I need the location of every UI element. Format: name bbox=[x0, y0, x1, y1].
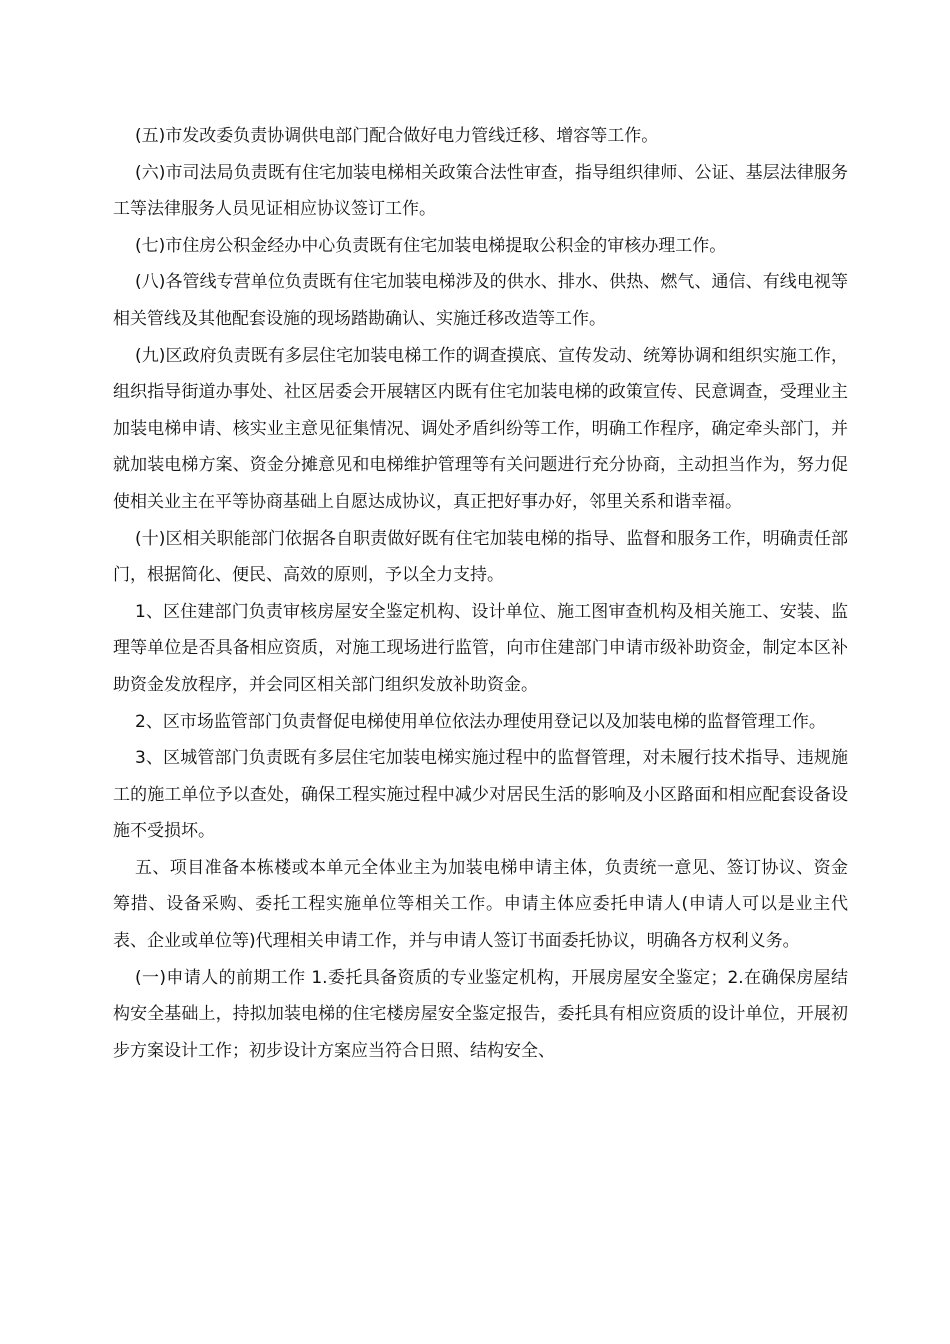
document-body bbox=[113, 118, 848, 1069]
paragraph-5-power-lines: (五)市发改委负责协调供电部门配合做好电力管线迁移、增容等工作。 bbox=[135, 126, 659, 146]
paragraph-item-1-housing-construction: 1、区住建部门负责审核房屋安全鉴定机构、设计单位、施工图审查机构及相关施工、安装、监理等单位是否具备相应资质，对施工现场进行监管，向市住建部门申请市级补助资金，制定本区补助资金发放程序，并会同区相关部门组织发放补助资金。 bbox=[113, 601, 848, 695]
paragraph-item-2-market-supervision: 2、区市场监管部门负责督促电梯使用单位依法办理使用登记以及加装电梯的监督管理工作。 bbox=[135, 711, 826, 732]
paragraph-item-3-urban-management: 3、区城管部门负责既有多层住宅加装电梯实施过程中的监督管理，对未履行技术指导、违规施工的施工单位予以查处，确保工程实施过程中减少对居民生活的影响及小区路面和相应配套设备设施不受损坏。 bbox=[113, 748, 848, 842]
paragraph-section-5-project-preparation: 五、项目准备本栋楼或本单元全体业主为加装电梯申请主体，负责统一意见、签订协议、资金筹措、设备采购、委托工程实施单位等相关工作。申请主体应委托申请人(申请人可以是业主代表、企业或单位等)代理相关申请工作，并与申请人签订书面委托协议，明确各方权利义务。 bbox=[113, 857, 848, 952]
paragraph-6-judicial-bureau: (六)市司法局负责既有住宅加装电梯相关政策合法性审查，指导组织律师、公证、基层法律服务工等法律服务人员见证相应协议签订工作。 bbox=[113, 162, 848, 220]
paragraph-1-applicant-preliminary-work: (一)申请人的前期工作 1.委托具备资质的专业鉴定机构，开展房屋安全鉴定；2.在确保房屋结构安全基础上，持拟加装电梯的住宅楼房屋安全鉴定报告，委托具有相应资质的设计单位，开展初步方案设计工作；初步设计方案应当符合日照、结构安全、 bbox=[113, 967, 848, 1061]
paragraph-10-district-departments: (十)区相关职能部门依据各自职责做好既有住宅加装电梯的指导、监督和服务工作，明确责任部门，根据简化、便民、高效的原则，予以全力支持。 bbox=[113, 528, 848, 586]
paragraph-7-housing-fund: (七)市住房公积金经办中心负责既有住宅加装电梯提取公积金的审核办理工作。 bbox=[135, 235, 727, 256]
paragraph-9-district-government: (九)区政府负责既有多层住宅加装电梯工作的调查摸底、宣传发动、统筹协调和组织实施工作，组织指导街道办事处、社区居委会开展辖区内既有住宅加装电梯的政策宣传、民意调查，受理业主加装电梯申请、核实业主意见征集情况、调处矛盾纠纷等工作，明确工作程序，确定牵头部门，并就加装电梯方案、资金分摊意见和电梯维护管理等有关问题进行充分协商，主动担当作为，努力促使相关业主在平等协商基础上自愿达成协议，真正把好事办好，邻里关系和谐幸福。 bbox=[113, 345, 848, 512]
paragraph-8-pipeline-units: (八)各管线专营单位负责既有住宅加装电梯涉及的供水、排水、供热、燃气、通信、有线电视等相关管线及其他配套设施的现场踏勘确认、实施迁移改造等工作。 bbox=[113, 272, 848, 329]
